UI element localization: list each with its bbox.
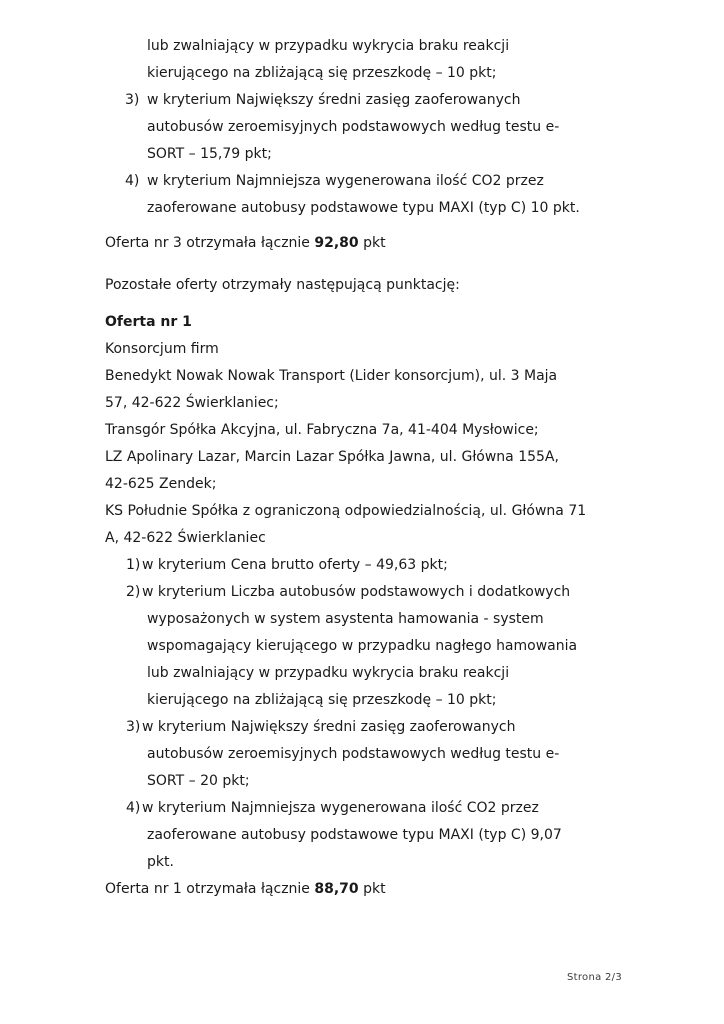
paragraph-text: Pozostałe oferty otrzymały następującą punktację:: [105, 277, 460, 293]
paragraph: [105, 336, 645, 363]
paragraph: [105, 230, 645, 257]
list-item-text: w kryterium Największy średni zasięg zaoferowanych: [147, 92, 521, 108]
offer-heading: Oferta nr 1: [105, 314, 192, 330]
text-line: [105, 714, 645, 741]
document-body: [105, 33, 645, 903]
page-number: Strona 2/3: [567, 972, 623, 983]
list-item-text: w kryterium Liczba autobusów podstawowych i dodatkowych: [142, 584, 571, 600]
address-line: KS Południe Spółka z ograniczoną odpowiedzialnością, ul. Główna 71: [105, 503, 587, 519]
text-line: lub zwalniający w przypadku wykrycia braku reakcji: [147, 665, 510, 681]
score-value: 88,70: [314, 881, 359, 897]
criterion-list-item: [105, 795, 645, 876]
score-value: 92,80: [314, 235, 359, 251]
paragraph-text: pkt: [358, 235, 386, 251]
text-line: SORT – 20 pkt;: [147, 773, 250, 789]
criterion-list-item: [105, 714, 645, 795]
criterion-list-item: [105, 168, 645, 222]
criterion-list-item: [105, 87, 645, 168]
address-line: A, 42-622 Świerklaniec: [105, 530, 266, 546]
text-line: [105, 87, 645, 114]
address-line: Transgór Spółka Akcyjna, ul. Fabryczna 7a, 41-404 Mysłowice;: [105, 422, 539, 438]
text-line: autobusów zeroemisyjnych podstawowych według testu e-: [147, 746, 560, 762]
text-line: lub zwalniający w przypadku wykrycia braku reakcji: [147, 38, 510, 54]
address-line: 57, 42-622 Świerklaniec;: [105, 395, 279, 411]
paragraph-text: Oferta nr 1 otrzymała łącznie: [105, 881, 315, 897]
paragraph: [105, 272, 645, 299]
text-line: kierującego na zbliżającą się przeszkodę – 10 pkt;: [147, 692, 497, 708]
criterion-list-item: [105, 552, 645, 579]
text-line: wspomagający kierującego w przypadku nagłego hamowania: [147, 638, 578, 654]
text-line: zaoferowane autobusy podstawowe typu MAXI (typ C) 9,07: [147, 827, 562, 843]
paragraph-text: pkt: [358, 881, 386, 897]
text-line: kierującego na zbliżającą się przeszkodę – 10 pkt;: [147, 65, 497, 81]
list-number: 4): [126, 800, 141, 816]
consortium-address: [105, 363, 645, 552]
list-number: 3): [126, 719, 141, 735]
text-line: pkt.: [147, 854, 174, 870]
text-line: zaoferowane autobusy podstawowe typu MAXI (typ C) 10 pkt.: [147, 200, 580, 216]
paragraph-text: Konsorcjum firm: [105, 341, 219, 357]
text-line: [105, 579, 645, 606]
address-line: LZ Apolinary Lazar, Marcin Lazar Spółka Jawna, ul. Główna 155A,: [105, 449, 559, 465]
list-number: 1): [126, 557, 141, 573]
list-item-text: w kryterium Cena brutto oferty – 49,63 pkt;: [142, 557, 448, 573]
list-number: 4): [125, 173, 140, 189]
text-line: [105, 795, 645, 822]
list-item-text: w kryterium Największy średni zasięg zaoferowanych: [142, 719, 516, 735]
text-line: SORT – 15,79 pkt;: [147, 146, 272, 162]
list-item-text: w kryterium Najmniejsza wygenerowana ilość CO2 przez: [142, 800, 539, 816]
text-line: [105, 552, 645, 579]
list-number: 3): [125, 92, 140, 108]
address-line: 42-625 Zendek;: [105, 476, 217, 492]
text-line: autobusów zeroemisyjnych podstawowych według testu e-: [147, 119, 560, 135]
text-line: [105, 168, 645, 195]
paragraph: [105, 876, 645, 903]
criterion-list-item: [105, 579, 645, 714]
paragraph-text: Oferta nr 3 otrzymała łącznie: [105, 235, 315, 251]
address-line: Benedykt Nowak Nowak Transport (Lider konsorcjum), ul. 3 Maja: [105, 368, 558, 384]
text-line: wyposażonych w system asystenta hamowania - system: [147, 611, 544, 627]
list-item-text: w kryterium Najmniejsza wygenerowana ilość CO2 przez: [147, 173, 544, 189]
list-number: 2): [126, 584, 141, 600]
list-item-continuation: [105, 33, 645, 87]
